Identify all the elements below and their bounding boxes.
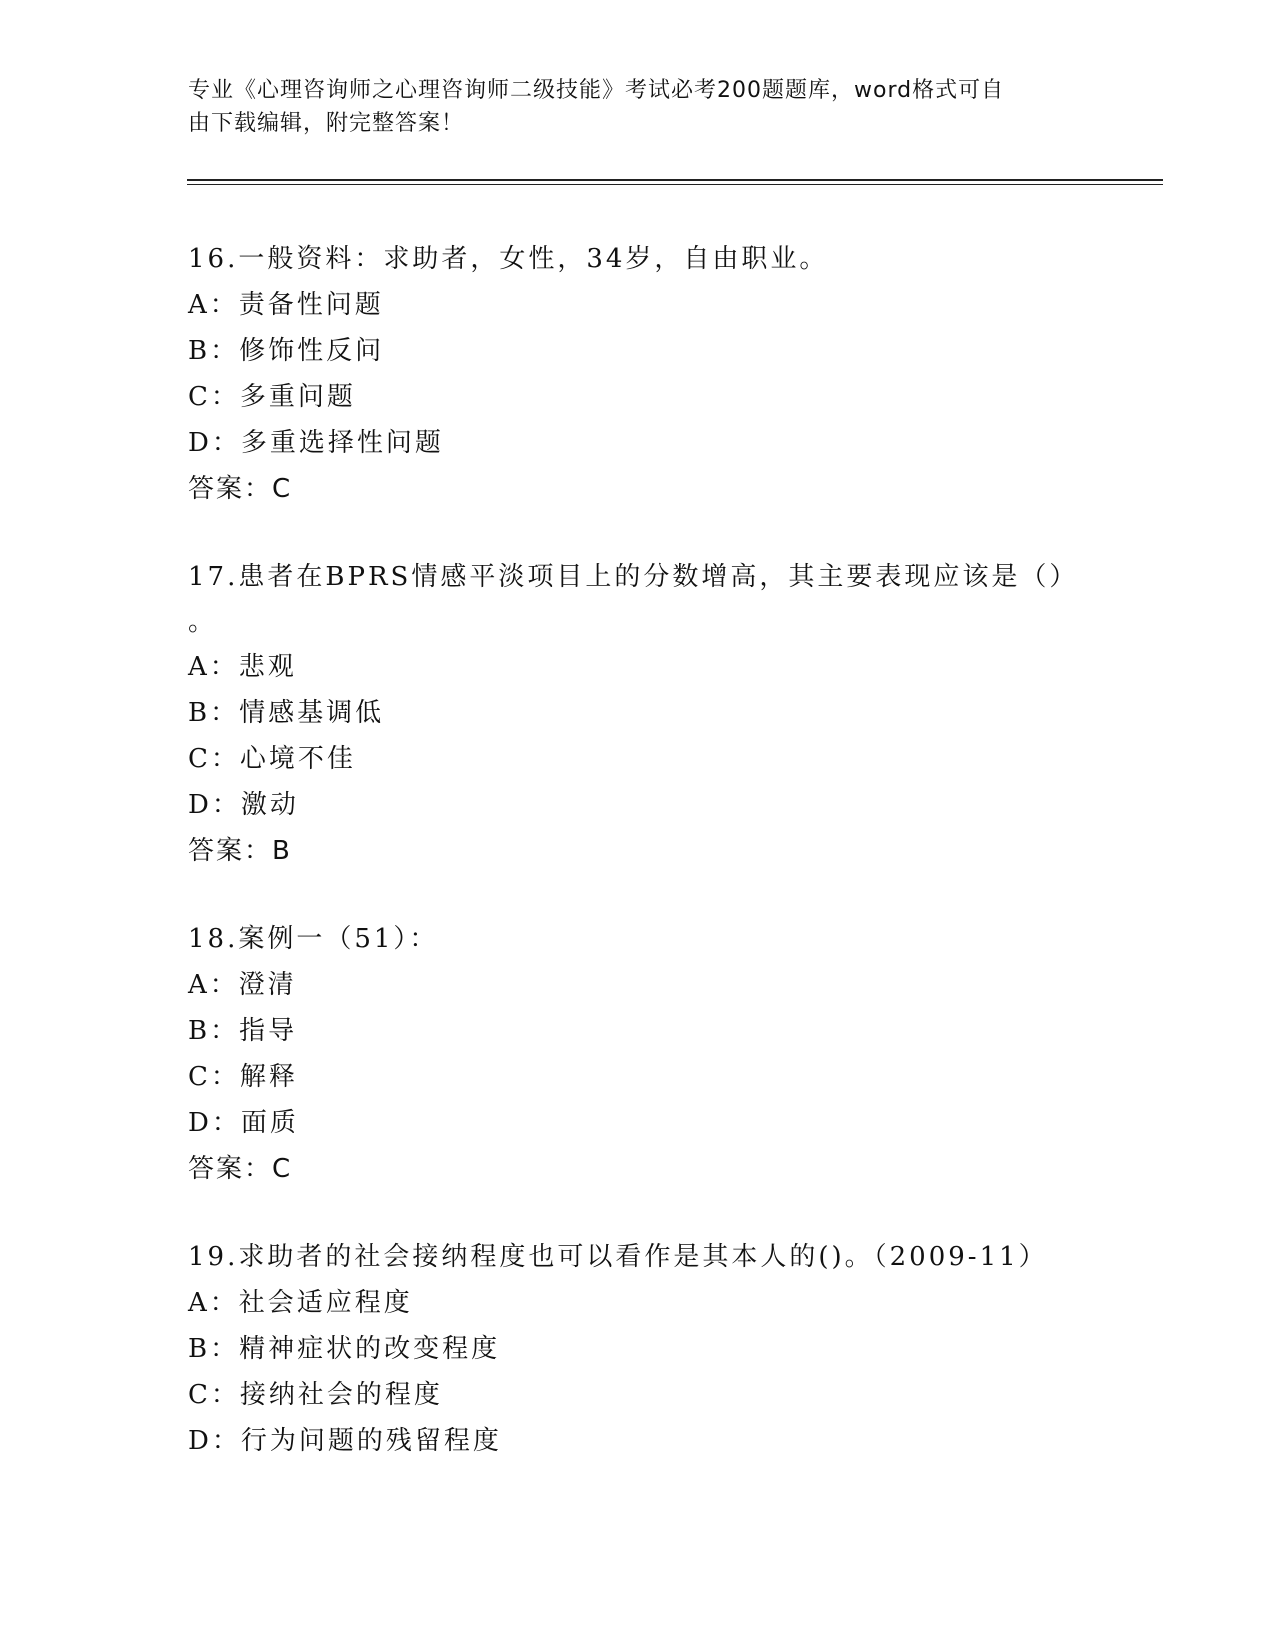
question-list bbox=[188, 236, 1088, 1506]
question-title: 17.患者在BPRS情感平淡项目上的分数增高，其主要表现应该是（） bbox=[188, 562, 1079, 592]
question-title: 16.一般资料：求助者，女性，34岁，自由职业。 bbox=[188, 244, 829, 274]
question-17 bbox=[188, 554, 1088, 874]
header-line-1: 专业《心理咨询师之心理咨询师二级技能》考试必考200题题库，word格式可自 bbox=[188, 78, 1005, 103]
header-rule-thick bbox=[187, 179, 1163, 181]
question-19 bbox=[188, 1234, 1088, 1464]
option-b: B：修饰性反问 bbox=[188, 336, 385, 366]
option-b: B：情感基调低 bbox=[188, 698, 385, 728]
answer-key: 答案：C bbox=[188, 474, 293, 504]
question-16 bbox=[188, 236, 1088, 512]
option-c: C：多重问题 bbox=[188, 382, 356, 412]
option-a: A：责备性问题 bbox=[188, 290, 384, 320]
answer-key: 答案：B bbox=[188, 836, 292, 866]
option-c: C：解释 bbox=[188, 1062, 298, 1092]
question-title: 18.案例一（51）： bbox=[188, 924, 439, 954]
document-header bbox=[188, 74, 1088, 140]
option-c: C：心境不佳 bbox=[188, 744, 356, 774]
option-b: B：精神症状的改变程度 bbox=[188, 1334, 501, 1364]
option-d: D：行为问题的残留程度 bbox=[188, 1426, 502, 1456]
option-d: D：激动 bbox=[188, 790, 299, 820]
option-c: C：接纳社会的程度 bbox=[188, 1380, 443, 1410]
question-title: 19.求助者的社会接纳程度也可以看作是其本人的()。（2009-11） bbox=[188, 1242, 1048, 1272]
option-d: D：多重选择性问题 bbox=[188, 428, 444, 458]
header-rule-thin bbox=[187, 184, 1163, 185]
option-a: A：悲观 bbox=[188, 652, 297, 682]
option-d: D：面质 bbox=[188, 1108, 299, 1138]
question-18 bbox=[188, 916, 1088, 1192]
answer-key: 答案：C bbox=[188, 1154, 293, 1184]
question-title-continuation: 。 bbox=[188, 607, 218, 637]
header-line-2: 由下载编辑，附完整答案！ bbox=[188, 111, 465, 136]
option-a: A：社会适应程度 bbox=[188, 1288, 413, 1318]
option-a: A：澄清 bbox=[188, 970, 297, 1000]
option-b: B：指导 bbox=[188, 1016, 298, 1046]
